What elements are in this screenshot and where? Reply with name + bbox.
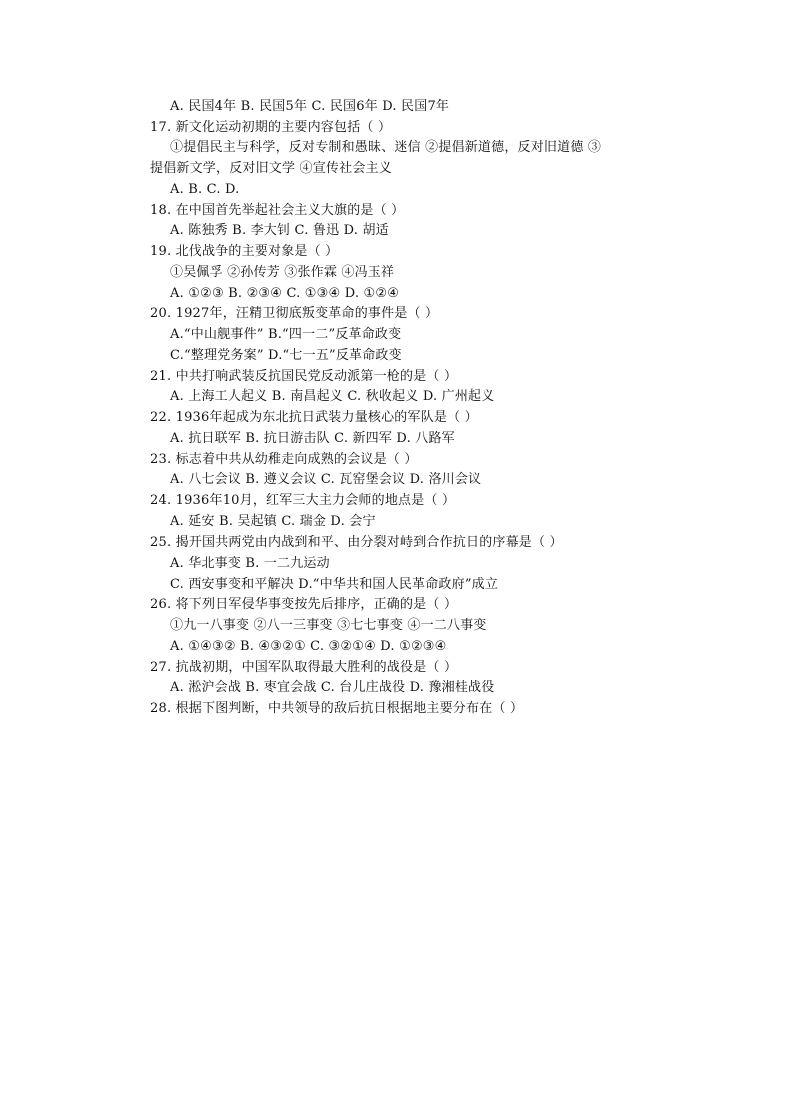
options-q26: A. ①④③② B. ④③②① C. ③②①④ D. ①②③④: [170, 639, 447, 654]
question-28: 28. 根据下图判断，中共领导的敌后抗日根据地主要分布在（ ）: [150, 701, 524, 716]
options-q24: A. 延安 B. 吴起镇 C. 瑞金 D. 会宁: [170, 514, 376, 529]
question-26: 26. 将下列日军侵华事变按先后排序，正确的是（ ）: [150, 597, 458, 612]
question-20: 20. 1927年，汪精卫彻底叛变革命的事件是（ ）: [150, 306, 439, 321]
options-q20-cd: C.“整理党务案” D.“七一五”反革命政变: [170, 348, 402, 363]
options-q16: A. 民国4年 B. 民国5年 C. 民国6年 D. 民国7年: [170, 99, 450, 114]
statements-q19: ①吴佩孚 ②孙传芳 ③张作霖 ④冯玉祥: [170, 265, 395, 280]
question-23: 23. 标志着中共从幼稚走向成熟的会议是（ ）: [150, 452, 418, 467]
options-q18: A. 陈独秀 B. 李大钊 C. 鲁迅 D. 胡适: [170, 223, 389, 238]
options-q21: A. 上海工人起义 B. 南昌起义 C. 秋收起义 D. 广州起义: [170, 389, 495, 404]
question-19: 19. 北伐战争的主要对象是（ ）: [150, 244, 339, 259]
options-q17: A. B. C. D.: [170, 182, 240, 197]
question-27: 27. 抗战初期，中国军队取得最大胜利的战役是（ ）: [150, 660, 458, 675]
options-q19: A. ①②③ B. ②③④ C. ①③④ D. ①②④: [170, 286, 400, 301]
question-25: 25. 揭开国共两党由内战到和平、由分裂对峙到合作抗日的序幕是（ ）: [150, 535, 563, 550]
statements-q17-cont: 提倡新文学，反对旧文学 ④宣传社会主义: [150, 161, 392, 176]
options-q23: A. 八七会议 B. 遵义会议 C. 瓦窑堡会议 D. 洛川会议: [170, 472, 482, 487]
statements-q26: ①九一八事变 ②八一三事变 ③七七事变 ④一二八事变: [170, 618, 487, 633]
question-22: 22. 1936年起成为东北抗日武装力量核心的军队是（ ）: [150, 410, 478, 425]
question-17: 17. 新文化运动初期的主要内容包括（ ）: [150, 120, 392, 135]
options-q25-ab: A. 华北事变 B. 一二九运动: [170, 556, 330, 571]
question-18: 18. 在中国首先举起社会主义大旗的是（ ）: [150, 203, 405, 218]
options-q20-ab: A.“中山舰事件” B.“四一二”反革命政变: [170, 327, 402, 342]
question-24: 24. 1936年10月，红军三大主力会师的地点是（ ）: [150, 493, 456, 508]
statements-q17: ①提倡民主与科学，反对专制和愚昧、迷信 ②提倡新道德，反对旧道德 ③: [170, 140, 602, 155]
options-q22: A. 抗日联军 B. 抗日游击队 C. 新四军 D. 八路军: [170, 431, 455, 446]
options-q25-cd: C. 西安事变和平解决 D.“中华共和国人民革命政府”成立: [170, 577, 499, 592]
options-q27: A. 淞沪会战 B. 枣宜会战 C. 台儿庄战役 D. 豫湘桂战役: [170, 680, 495, 695]
question-21: 21. 中共打响武装反抗国民党反动派第一枪的是（ ）: [150, 369, 458, 384]
